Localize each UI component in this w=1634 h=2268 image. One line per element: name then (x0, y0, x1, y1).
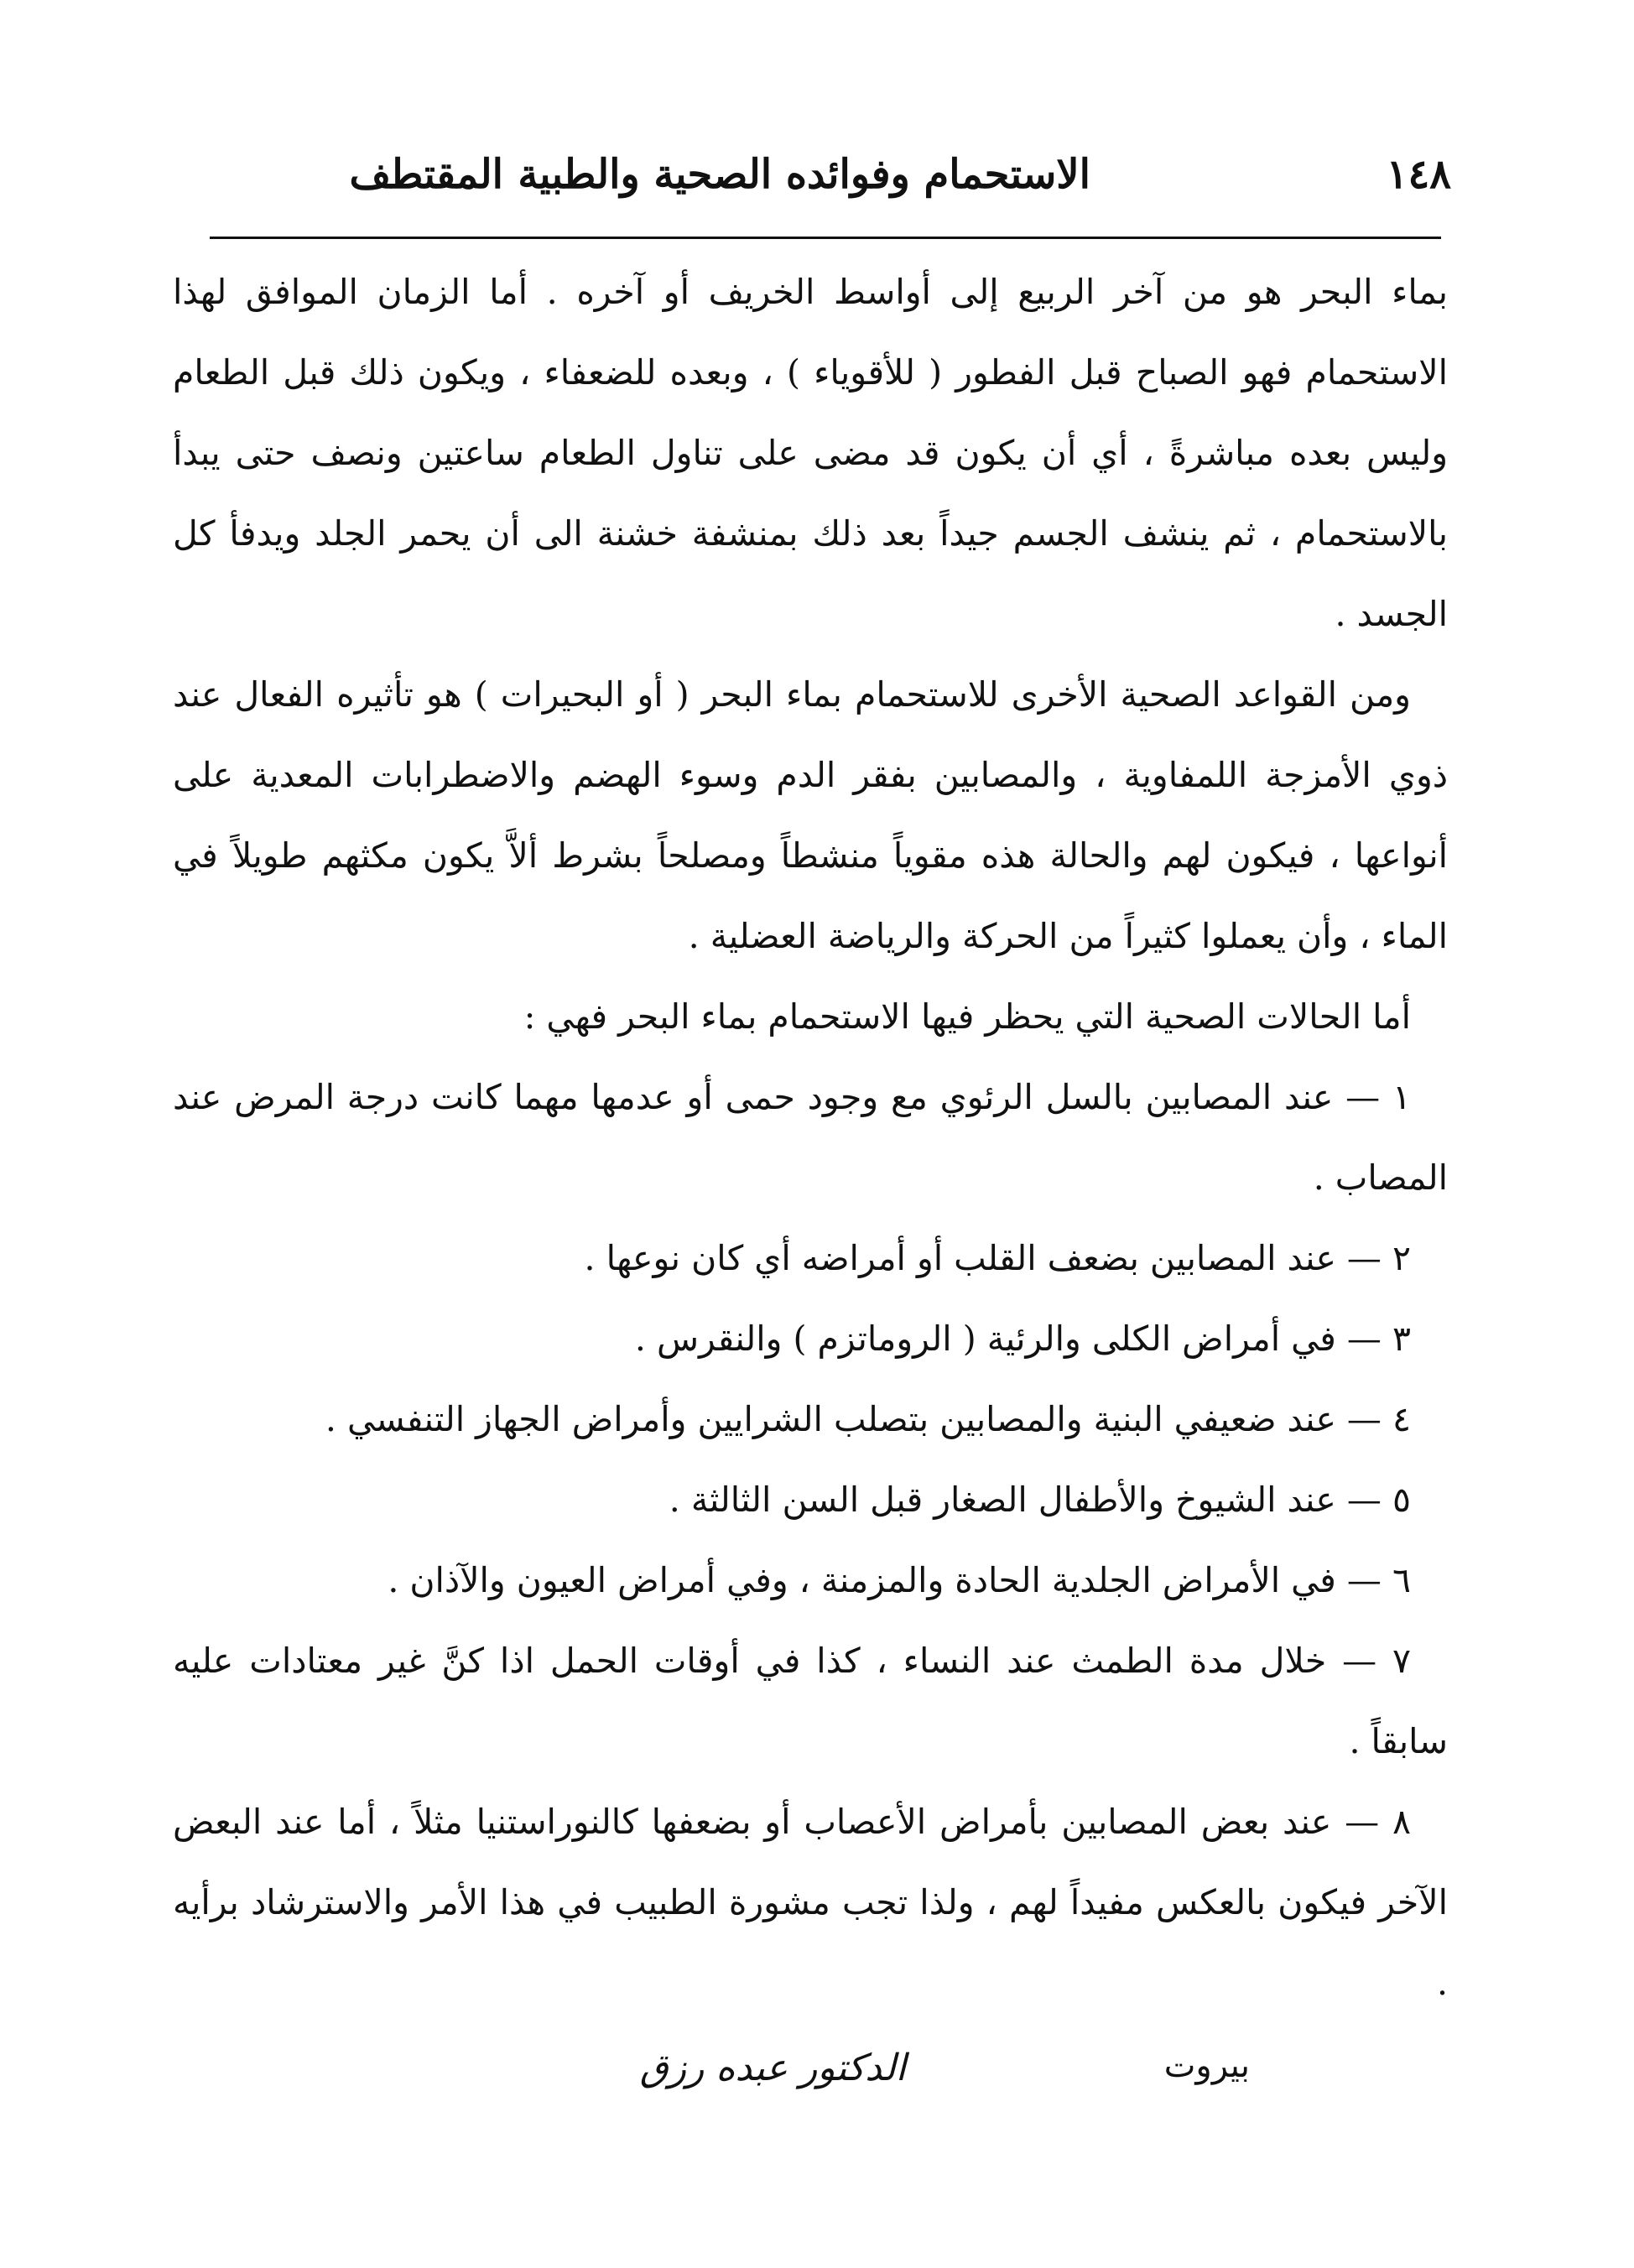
list-item: ٣ — في أمراض الكلى والرئية ( الروماتزم ) والنقرس . (634, 1319, 1411, 1359)
article-body (173, 252, 1448, 2023)
list-item: ٨ — عند بعض المصابين بأمراض الأعصاب أو بضعفها كالنوراستنيا مثلاً ، أما عند البعض الآخر فيكون بالعكس مفيداً لهم ، ولذا تجب مشورة الطبيب في هذا الأمر والاسترشاد برأيه . (173, 1802, 1448, 2003)
list-item: ٢ — عند المصابين بضعف القلب أو أمراضه أي كان نوعها . (584, 1238, 1411, 1278)
author-signature: الدكتور عبده رزق (639, 2047, 906, 2089)
list-item: ٥ — عند الشيوخ والأطفال الصغار قبل السن الثالثة . (669, 1480, 1411, 1520)
article-footer (302, 2047, 1426, 2114)
running-title: الاستحمام وفوائده الصحية والطبية (518, 151, 1090, 198)
journal-name: المقتطف (349, 151, 503, 198)
header-rule (210, 237, 1441, 239)
paragraph-benefits: ومن القواعد الصحية الأخرى للاستحمام بماء البحر ( أو البحيرات ) هو تأثيره الفعال عند ذوي الأمزجة اللمفاوية ، والمصابين بفقر الدم وسوء الهضم والاضطرابات المعدية على أنواعها ، فيكون لهم والحالة هذه مقوياً منشطاً ومصلحاً بشرط ألاَّ يكون مكثهم طويلاً في الماء ، وأن يعملوا كثيراً من الحركة والرياضة العضلية . (173, 674, 1448, 956)
list-item: ٧ — خلال مدة الطمث عند النساء ، كذا في أوقات الحمل اذا كنَّ غير معتادات عليه سابقاً . (173, 1641, 1448, 1761)
page-number: ١٤٨ (1386, 151, 1451, 198)
list-item: ١ — عند المصابين بالسل الرئوي مع وجود حمى أو عدمها مهما كانت درجة المرض عند المصاب . (173, 1077, 1448, 1198)
paragraph-continuation: بماء البحر هو من آخر الربيع إلى أواسط الخريف أو آخره . أما الزمان الموافق لهذا الاستحمام فهو الصباح قبل الفطور ( للأقوياء ) ، وبعده للضعفاء ، ويكون ذلك قبل الطعام وليس بعده مباشرةً ، أي أن يكون قد مضى على تناول الطعام ساعتين ونصف حتى يبدأ بالاستحمام ، ثم ينشف الجسم جيداً بعد ذلك بمنشفة خشنة الى أن يحمر الجلد ويدفأ كل الجسد . (173, 272, 1448, 634)
place-name: بيروت (1163, 2047, 1250, 2085)
list-item: ٤ — عند ضعيفي البنية والمصابين بتصلب الشرايين وأمراض الجهاز التنفسي . (325, 1399, 1411, 1439)
running-header (210, 151, 1451, 210)
paragraph-contraindications-intro: أما الحالات الصحية التي يحظر فيها الاستحمام بماء البحر فهي : (523, 996, 1411, 1037)
list-item: ٦ — في الأمراض الجلدية الحادة والمزمنة ، وفي أمراض العيون والآذان . (388, 1560, 1411, 1600)
